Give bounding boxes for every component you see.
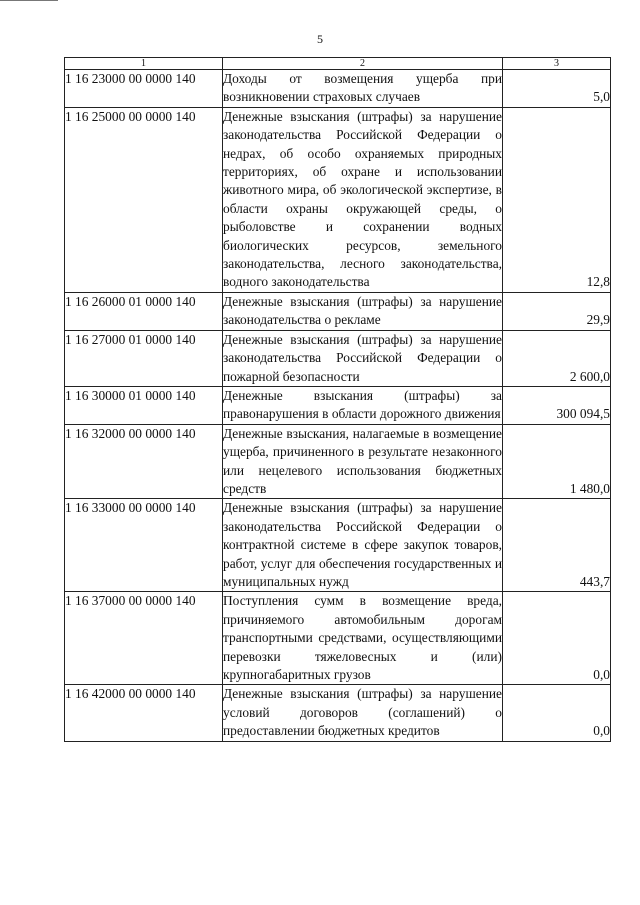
row-description: Денежные взыскания (штрафы) за нарушение законодательства Российской Федерации о пожарной безопасности — [223, 330, 503, 386]
column-header-code: 1 — [65, 58, 223, 70]
revenue-table — [64, 57, 611, 742]
row-value: 12,8 — [503, 107, 611, 292]
row-code: 1 16 42000 00 0000 140 — [65, 685, 223, 741]
row-code: 1 16 26000 01 0000 140 — [65, 292, 223, 330]
table-row — [65, 685, 611, 741]
page-number: 5 — [317, 32, 323, 46]
row-code: 1 16 32000 00 0000 140 — [65, 424, 223, 499]
row-description: Денежные взыскания, налагаемые в возмещение ущерба, причиненного в результате незаконного или нецелевого использования бюджетных средств — [223, 424, 503, 499]
row-description: Денежные взыскания (штрафы) за нарушение законодательства Российской Федерации о контрактной системе в сфере закупок товаров, работ, услуг для обеспечения государственных и муниципальных нужд — [223, 499, 503, 592]
column-header-description: 2 — [223, 58, 503, 70]
row-value: 443,7 — [503, 499, 611, 592]
row-description: Поступления сумм в возмещение вреда, причиняемого автомобильным дорогам транспортными средствами, осуществляющими перевозки тяжеловесных и (или) крупногабаритных грузов — [223, 592, 503, 685]
row-code: 1 16 30000 01 0000 140 — [65, 386, 223, 424]
header-row — [65, 58, 611, 70]
row-value: 1 480,0 — [503, 424, 611, 499]
row-description: Доходы от возмещения ущерба при возникновении страховых случаев — [223, 70, 503, 108]
row-value: 2 600,0 — [503, 330, 611, 386]
row-description: Денежные взыскания (штрафы) за нарушение условий договоров (соглашений) о предоставлении бюджетных кредитов — [223, 685, 503, 741]
row-description: Денежные взыскания (штрафы) за правонарушения в области дорожного движения — [223, 386, 503, 424]
table-row — [65, 592, 611, 685]
table-row — [65, 499, 611, 592]
table-row — [65, 107, 611, 292]
row-description: Денежные взыскания (штрафы) за нарушение законодательства о рекламе — [223, 292, 503, 330]
table-row — [65, 292, 611, 330]
table-row — [65, 70, 611, 108]
row-code: 1 16 27000 01 0000 140 — [65, 330, 223, 386]
table-row — [65, 386, 611, 424]
row-description: Денежные взыскания (штрафы) за нарушение законодательства Российской Федерации о недрах, об особо охраняемых природных территориях, об охране и использовании животного мира, об экологической экспертизе, в области охраны окружающей среды, о рыболовстве и сохранении водных биологических ресурсов, земельного законодательства, лесного законодательства, водного законодательства — [223, 107, 503, 292]
table-row — [65, 424, 611, 499]
corner-mark — [0, 0, 58, 4]
table-row — [65, 330, 611, 386]
row-code: 1 16 25000 00 0000 140 — [65, 107, 223, 292]
row-value: 0,0 — [503, 592, 611, 685]
row-value: 5,0 — [503, 70, 611, 108]
row-value: 29,9 — [503, 292, 611, 330]
column-header-value: 3 — [503, 58, 611, 70]
row-value: 0,0 — [503, 685, 611, 741]
row-code: 1 16 23000 00 0000 140 — [65, 70, 223, 108]
row-value: 300 094,5 — [503, 386, 611, 424]
row-code: 1 16 37000 00 0000 140 — [65, 592, 223, 685]
row-code: 1 16 33000 00 0000 140 — [65, 499, 223, 592]
